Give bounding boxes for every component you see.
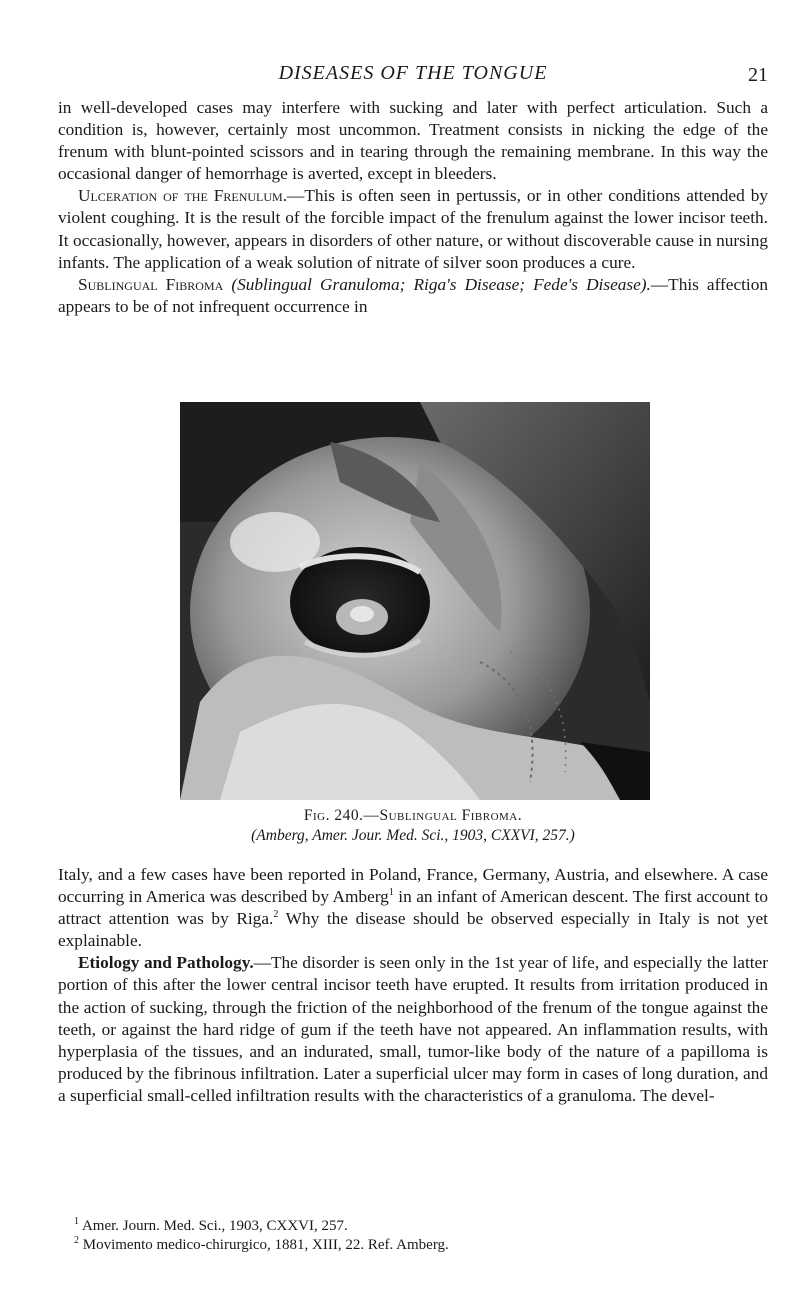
page-number: 21	[748, 64, 768, 86]
footnote-2	[58, 1236, 768, 1255]
paragraph-sublingual-fibroma	[58, 274, 768, 318]
section-heading-sublingual-fibroma: Sublingual Fibroma	[78, 274, 224, 294]
geography-text-b: in an infant of American descent. The first account to attract attention was by Riga.	[58, 887, 768, 929]
figure-photograph-sublingual-fibroma	[180, 402, 650, 800]
footnote-text-1: Amer. Journ. Med. Sci., 1903, CXXVI, 257.	[81, 1218, 348, 1234]
footnote-ref-1: 1	[388, 887, 394, 899]
paragraph-ulceration-frenulum	[58, 185, 768, 273]
footnotes	[58, 1217, 768, 1255]
running-head	[58, 62, 768, 92]
footnote-mark-1: 1	[74, 1216, 79, 1227]
etiology-body: —The disorder is seen only in the 1st year of life, and especially the latter portion of this after the lower central incisor teeth have erupted. It results from irritation produced in the action of sucking, through the friction of the neighborhood of the frenum of the tongue against the teeth, or against the hard ridge of gum if the teeth have not appeared. An inflammation results, with hyperplasia of the tissues, and an indurated, small, tumor-like body of the nature of a papilloma is produced by the fibrinous infiltration. Later a superficial ulcer may form in cases of long duration, and a superficial small-celled infiltration results with the characteristics of a granuloma. The devel-	[58, 953, 768, 1105]
caption-source: (Amberg, Amer. Jour. Med. Sci., 1903, CXXVI, 257.)	[251, 827, 575, 844]
text-block-top	[58, 97, 768, 318]
paragraph-geography	[58, 864, 768, 952]
footnote-mark-2: 2	[74, 1235, 79, 1246]
geography-text-c: Why the disease should be observed especially in Italy is not yet explainable.	[58, 909, 768, 951]
footnote-ref-2: 2	[273, 909, 279, 921]
paragraph-etiology	[58, 952, 768, 1107]
ulceration-body: —This is often seen in pertussis, or in other conditions attended by violent coughing. It is the result of the forcible impact of the frenulum against the lower incisor teeth. It occasionally, however, appears in disorders of other nature, or without discoverable cause in nursing infants. The application of a weak solution of nitrate of silver soon produces a cure.	[58, 186, 768, 272]
paragraph-frenum-treatment: in well-developed cases may interfere with sucking and later with perfect articulation. Such a condition is, however, certainly most uncommon. Treatment consists in nicking the edge of the frenum with blunt-pointed scissors and in tearing through the remaining membrane. In this way the occasional danger of hemorrhage is averted, except in bleeders.	[58, 98, 768, 184]
running-title: DISEASES OF THE TONGUE	[278, 62, 548, 84]
fibroma-body: —This affection appears to be of not infrequent occurrence in	[58, 274, 768, 316]
footnote-text-2: Movimento medico-chirurgico, 1881, XIII, 22. Ref. Amberg.	[82, 1237, 449, 1253]
figure-caption	[58, 806, 768, 846]
infant-mouth-photo	[180, 402, 650, 800]
section-heading-etiology: Etiology and Pathology.	[78, 953, 254, 973]
text-block-bottom	[58, 864, 768, 1107]
geography-text-a: Italy, and a few cases have been reported in Poland, France, Germany, Austria, and elsewhere. A case occurring in America was described by Amberg	[58, 865, 768, 907]
synonyms-italic: (Sublingual Granuloma; Riga's Disease; Fede's Disease).	[231, 274, 651, 294]
caption-title: Fig. 240.—Sublingual Fibroma.	[303, 807, 523, 824]
footnote-1	[58, 1217, 768, 1236]
section-heading-ulceration: Ulceration of the Frenulum.	[78, 186, 288, 206]
